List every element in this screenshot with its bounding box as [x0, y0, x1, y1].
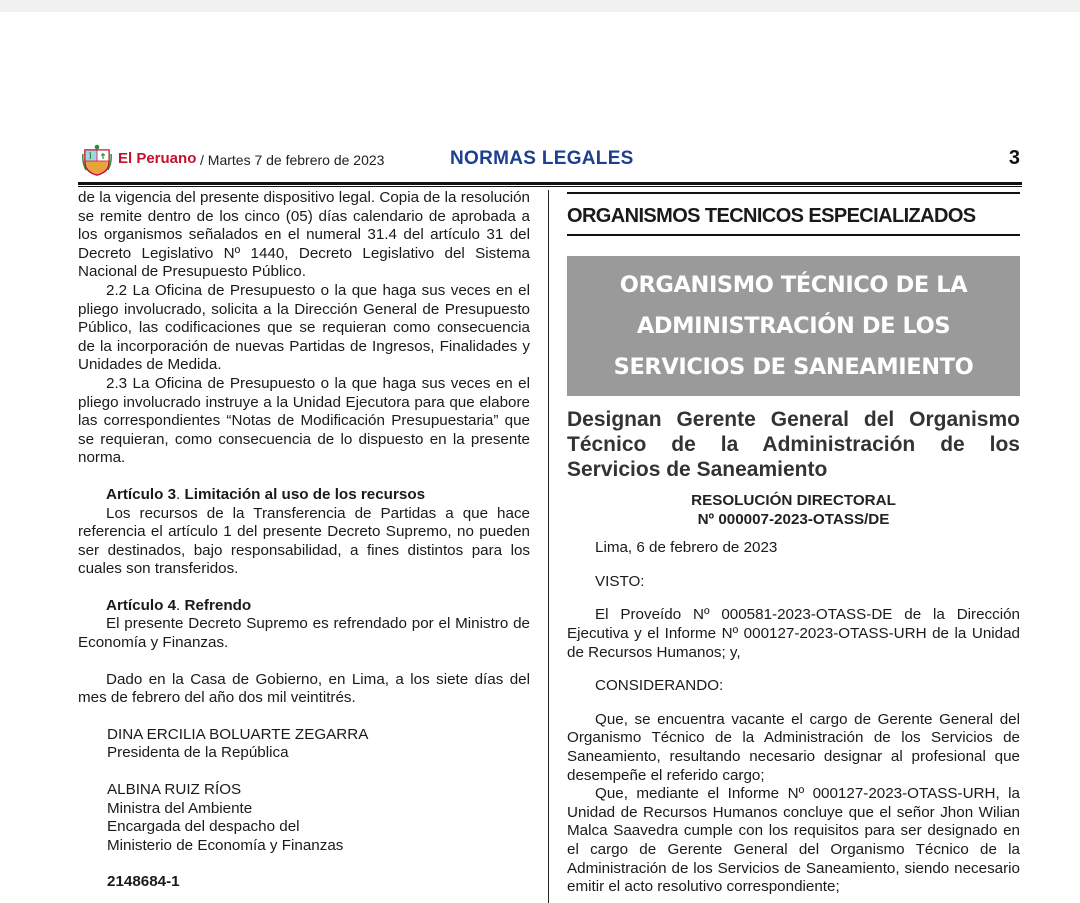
organization-name-line: SERVICIOS DE SANEAMIENTO [613, 353, 974, 380]
organization-name-line: ADMINISTRACIÓN DE LOS [636, 312, 951, 339]
section-title: NORMAS LEGALES [450, 148, 634, 169]
article-label: Artículo 4 [106, 596, 177, 614]
article-title: Refrendo [184, 596, 252, 614]
place-date: Lima, 6 de febrero de 2023 [595, 539, 778, 557]
paragraph: Que, se encuentra vacante el cargo de Gerente General del Organismo Técnico de la Administración de los Servicios de Saneamiento, resultando necesario designar al profesional que desempeñe el referido cargo; [567, 710, 1020, 784]
resolution-body [567, 539, 1020, 897]
header-rule-thin [78, 186, 1022, 187]
article-label: Artículo 3 [106, 485, 177, 503]
left-column [78, 189, 530, 892]
section-label: CONSIDERANDO: [595, 677, 724, 695]
paragraph: El Proveído Nº 000581-2023-OTASS-DE de la Dirección Ejecutiva y el Informe Nº 000127-2023-OTASS-URH de la Unidad de Recursos Humanos; y, [567, 606, 1020, 661]
paragraph: Dado en la Casa de Gobierno, en Lima, a los siete días del mes de febrero del año dos mil veintitrés. [78, 670, 530, 707]
article-title: Limitación al uso de los recursos [184, 485, 426, 503]
paragraph: de la vigencia del presente dispositivo legal. Copia de la resolución se remite dentro de los cinco (05) días calendario de aprobada a los organismos señalados en el numeral 31.4 del artículo 31 del Decreto Legislativo Nº 1440, Decreto Legislativo del Sistema Nacional de Presupuesto Público. [78, 189, 530, 281]
organization-banner [567, 256, 1020, 396]
paragraph: 2.2 La Oficina de Presupuesto o la que haga sus veces en el pliego involucrado, solicita a la Dirección General de Presupuesto Público, las codificaciones que se requieran como consecuencia de la incorporación de nuevas Partidas de Ingresos, Finalidades y Unidades de Medida. [78, 281, 530, 374]
signer-role: Ministerio de Economía y Finanzas [107, 836, 344, 854]
reference-number: 2148684-1 [107, 873, 180, 891]
paragraph: El presente Decreto Supremo es refrendado por el Ministro de Economía y Finanzas. [78, 615, 530, 652]
header-rule [78, 182, 1022, 185]
document-title: Designan Gerente General del Organismo Técnico de la Administración de los Servicios de Saneamiento [567, 408, 1020, 481]
page-header [78, 140, 1022, 182]
peru-coat-of-arms-icon [82, 144, 112, 176]
publication-date: / Martes 7 de febrero de 2023 [200, 152, 385, 168]
page-number: 3 [1008, 147, 1020, 169]
resolution-number: Nº 000007-2023-OTASS/DE [697, 510, 890, 528]
resolution-heading [567, 492, 1020, 529]
category-rule [567, 192, 1020, 194]
category-heading: ORGANISMOS TECNICOS ESPECIALIZADOS [567, 205, 976, 227]
signer-role: Encargada del despacho del [107, 818, 300, 836]
signer-name: ALBINA RUIZ RÍOS [107, 781, 242, 799]
article-heading: Artículo 4. Refrendo [106, 596, 252, 614]
paragraph: Que, mediante el Informe Nº 000127-2023-OTASS-URH, la Unidad de Recursos Humanos concluye que el señor Jhon Wilian Malca Saavedra cumple con los requisitos para ser designado en el cargo de Gerente General del Organismo Técnico de la Administración de los Servicios de Saneamiento, siendo necesario emitir el acto resolutivo correspondiente; [567, 785, 1020, 896]
signer-role: Presidenta de la República [107, 744, 289, 762]
category-rule [567, 234, 1020, 236]
brand-name: El Peruano [118, 150, 197, 167]
signer-role: Ministra del Ambiente [107, 799, 253, 817]
paragraph: 2.3 La Oficina de Presupuesto o la que haga sus veces en el pliego involucrado instruye a la Unidad Ejecutora para que elabore las correspondientes “Notas de Modificación Presupuestaria” que se requieran, como consecuencia de lo dispuesto en la presente norma. [78, 374, 530, 467]
top-bar [0, 0, 1080, 12]
organization-name-line: ORGANISMO TÉCNICO DE LA [619, 271, 968, 298]
paragraph: Los recursos de la Transferencia de Partidas a que hace referencia el artículo 1 del presente Decreto Supremo, no pueden ser destinados, bajo responsabilidad, a fines distintos para los cuales son transferidos. [78, 504, 530, 578]
column-divider [548, 190, 549, 903]
article-heading: Artículo 3. Limitación al uso de los recursos [106, 485, 426, 503]
signer-name: DINA ERCILIA BOLUARTE ZEGARRA [107, 725, 369, 743]
right-column [567, 189, 1020, 897]
section-label: VISTO: [595, 572, 645, 590]
resolution-type: RESOLUCIÓN DIRECTORAL [691, 492, 896, 509]
